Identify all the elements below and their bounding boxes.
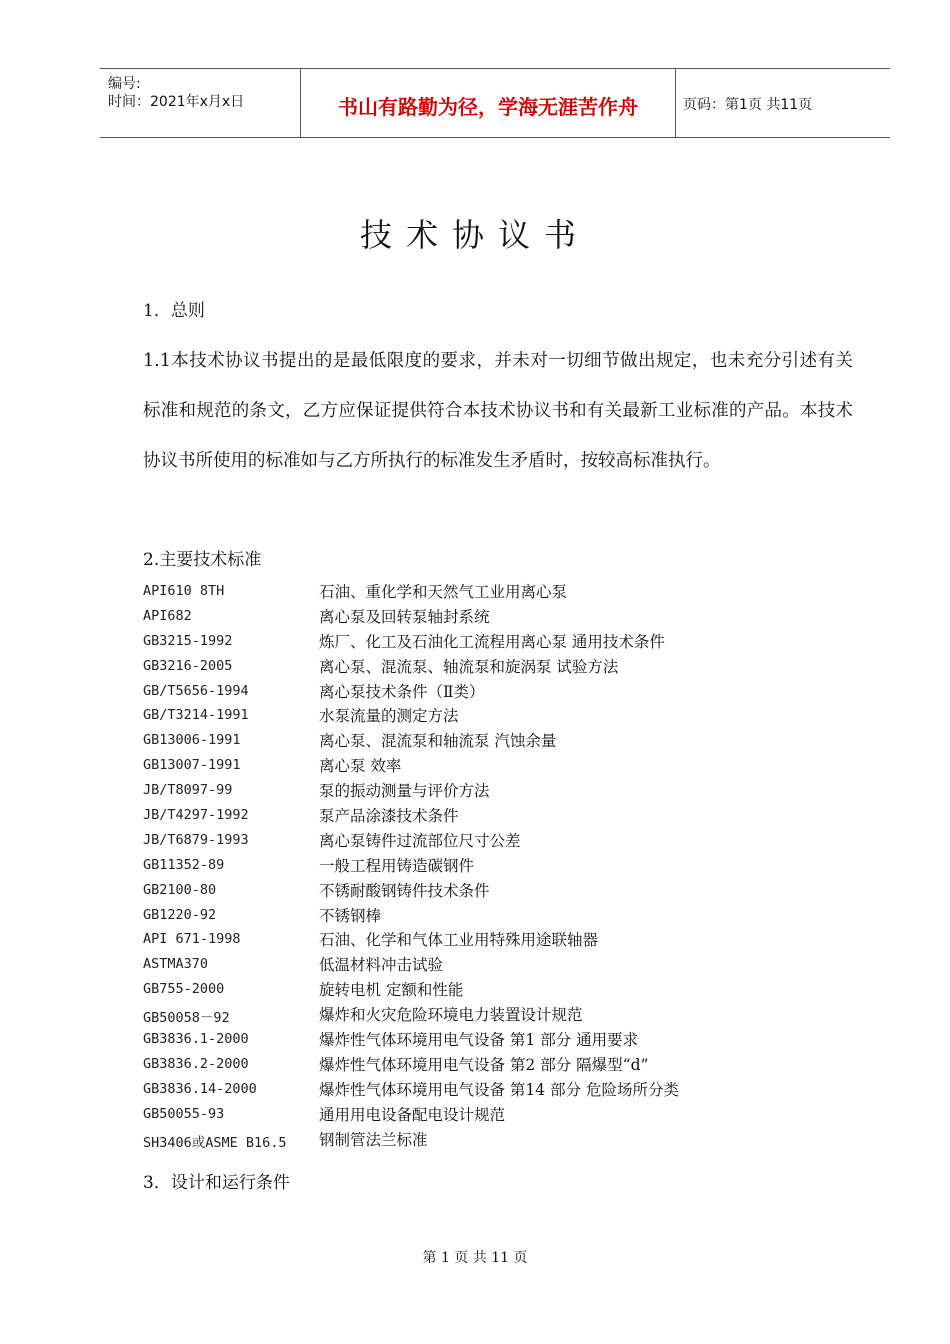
date-label: 时间：2021年x月x日 [108, 94, 245, 110]
standard-name: 石油、化学和气体工业用特殊用途联轴器 [319, 931, 599, 950]
page-footer: 第 1 页 共 11 页 [422, 1250, 528, 1266]
standard-name: 水泵流量的测定方法 [319, 707, 459, 726]
standard-code: GB50058－92 [143, 1010, 230, 1027]
standard-code: JB/T8097-99 [143, 782, 233, 799]
standard-code: API 671-1998 [143, 931, 241, 948]
standard-name: 离心泵铸件过流部位尺寸公差 [319, 831, 521, 850]
standard-name: 钢制管法兰标准 [319, 1130, 428, 1149]
standard-row [143, 928, 863, 953]
section-3-heading: 3．设计和运行条件 [143, 1173, 290, 1193]
standard-name: 不锈钢棒 [319, 906, 382, 925]
standard-name: 石油、重化学和天然气工业用离心泵 [319, 583, 568, 601]
standard-row [143, 630, 863, 655]
standard-row [143, 829, 863, 854]
document-title: 技术协议书 [359, 216, 590, 254]
standard-name: 旋转电机 定额和性能 [319, 981, 464, 1000]
standard-name: 离心泵、混流泵和轴流泵 汽蚀余量 [319, 732, 557, 751]
standard-name: 泵的振动测量与评价方法 [319, 782, 490, 801]
standard-row [143, 953, 863, 978]
standard-code: API610 8TH [143, 583, 225, 599]
standard-code: GB3836.1-2000 [143, 1031, 249, 1048]
standard-row [143, 580, 863, 605]
standard-name: 低温材料冲击试验 [319, 956, 444, 975]
standard-code: GB1220-92 [143, 906, 217, 923]
standard-name: 泵产品涂漆技术条件 [319, 807, 459, 826]
standard-row [143, 779, 863, 804]
standard-row [143, 1028, 863, 1053]
standard-row [143, 1128, 863, 1153]
standard-code: JB/T4297-1992 [143, 807, 249, 824]
standard-code: GB11352-89 [143, 856, 225, 873]
standard-row [143, 854, 863, 879]
standard-name: 通用用电设备配电设计规范 [319, 1105, 506, 1124]
standard-code: GB/T3214-1991 [143, 707, 249, 724]
standard-name: 一般工程用铸造碳钢件 [319, 856, 475, 875]
standard-name: 爆炸性气体环境用电气设备 第14 部分 危险场所分类 [319, 1080, 680, 1099]
standard-name: 离心泵、混流泵、轴流泵和旋涡泵 试验方法 [319, 657, 619, 676]
standard-code: JB/T6879-1993 [143, 831, 249, 848]
standard-row [143, 680, 863, 705]
standard-row [143, 655, 863, 680]
standard-code: GB13007-1991 [143, 757, 241, 774]
standard-code: GB3836.2-2000 [143, 1055, 249, 1072]
standard-code: GB3836.14-2000 [143, 1080, 257, 1097]
standard-name: 爆炸性气体环境用电气设备 第2 部分 隔爆型“d” [319, 1055, 649, 1074]
standard-code: GB2100-80 [143, 881, 217, 898]
standard-name: 炼厂、化工及石油化工流程用离心泵 通用技术条件 [319, 632, 665, 651]
section-1-heading: 1．总则 [143, 301, 205, 321]
standard-row [143, 729, 863, 754]
standard-row [143, 1078, 863, 1103]
section-2-heading: 2.主要技术标准 [143, 550, 262, 570]
standard-code: ASTMA370 [143, 956, 209, 973]
header-motto-cell [300, 69, 676, 137]
standard-code: GB50055-93 [143, 1105, 225, 1122]
standard-code: GB/T5656-1994 [143, 682, 249, 699]
standard-name: 爆炸和火灾危险环境电力装置设计规范 [319, 1006, 583, 1025]
standard-code: GB13006-1991 [143, 732, 241, 749]
standard-name: 离心泵技术条件（Ⅱ类） [319, 682, 485, 701]
standard-row [143, 704, 863, 729]
standard-code: GB3215-1992 [143, 632, 233, 649]
standard-name: 不锈耐酸钢铸件技术条件 [319, 881, 490, 900]
standard-code: GB755-2000 [143, 981, 225, 998]
section-1-paragraph: 1.1本技术协议书提出的是最低限度的要求，并未对一切细节做出规定，也未充分引述有关标准和规范的条文，乙方应保证提供符合本技术协议书和有关最新工业标准的产品。本技术协议书所使用的标准如与乙方所执行的标准发生矛盾时，按较高标准执行。 [143, 351, 853, 471]
standard-name: 离心泵 效率 [319, 757, 402, 776]
standard-row [143, 904, 863, 929]
standard-code: API682 [143, 607, 192, 624]
header-page-cell [675, 69, 890, 137]
document-header [100, 68, 890, 138]
standard-name: 爆炸性气体环境用电气设备 第1 部分 通用要求 [319, 1031, 639, 1050]
standard-row [143, 1053, 863, 1078]
standard-code: GB3216-2005 [143, 657, 233, 674]
standard-row [143, 978, 863, 1003]
standard-row [143, 1003, 863, 1028]
standard-row [143, 879, 863, 904]
motto: 书山有路勤为径，学海无涯苦作舟 [338, 95, 638, 119]
standard-row [143, 754, 863, 779]
standard-code: SH3406或ASME B16.5 [143, 1134, 287, 1151]
serial-label: 编号: [108, 76, 141, 92]
header-left-cell [100, 69, 300, 137]
standard-row [143, 605, 863, 630]
header-page-info: 页码：第1页 共11页 [683, 97, 813, 113]
standard-name: 离心泵及回转泵轴封系统 [319, 607, 490, 626]
standard-row [143, 804, 863, 829]
standards-list [143, 580, 863, 1152]
standard-row [143, 1103, 863, 1128]
